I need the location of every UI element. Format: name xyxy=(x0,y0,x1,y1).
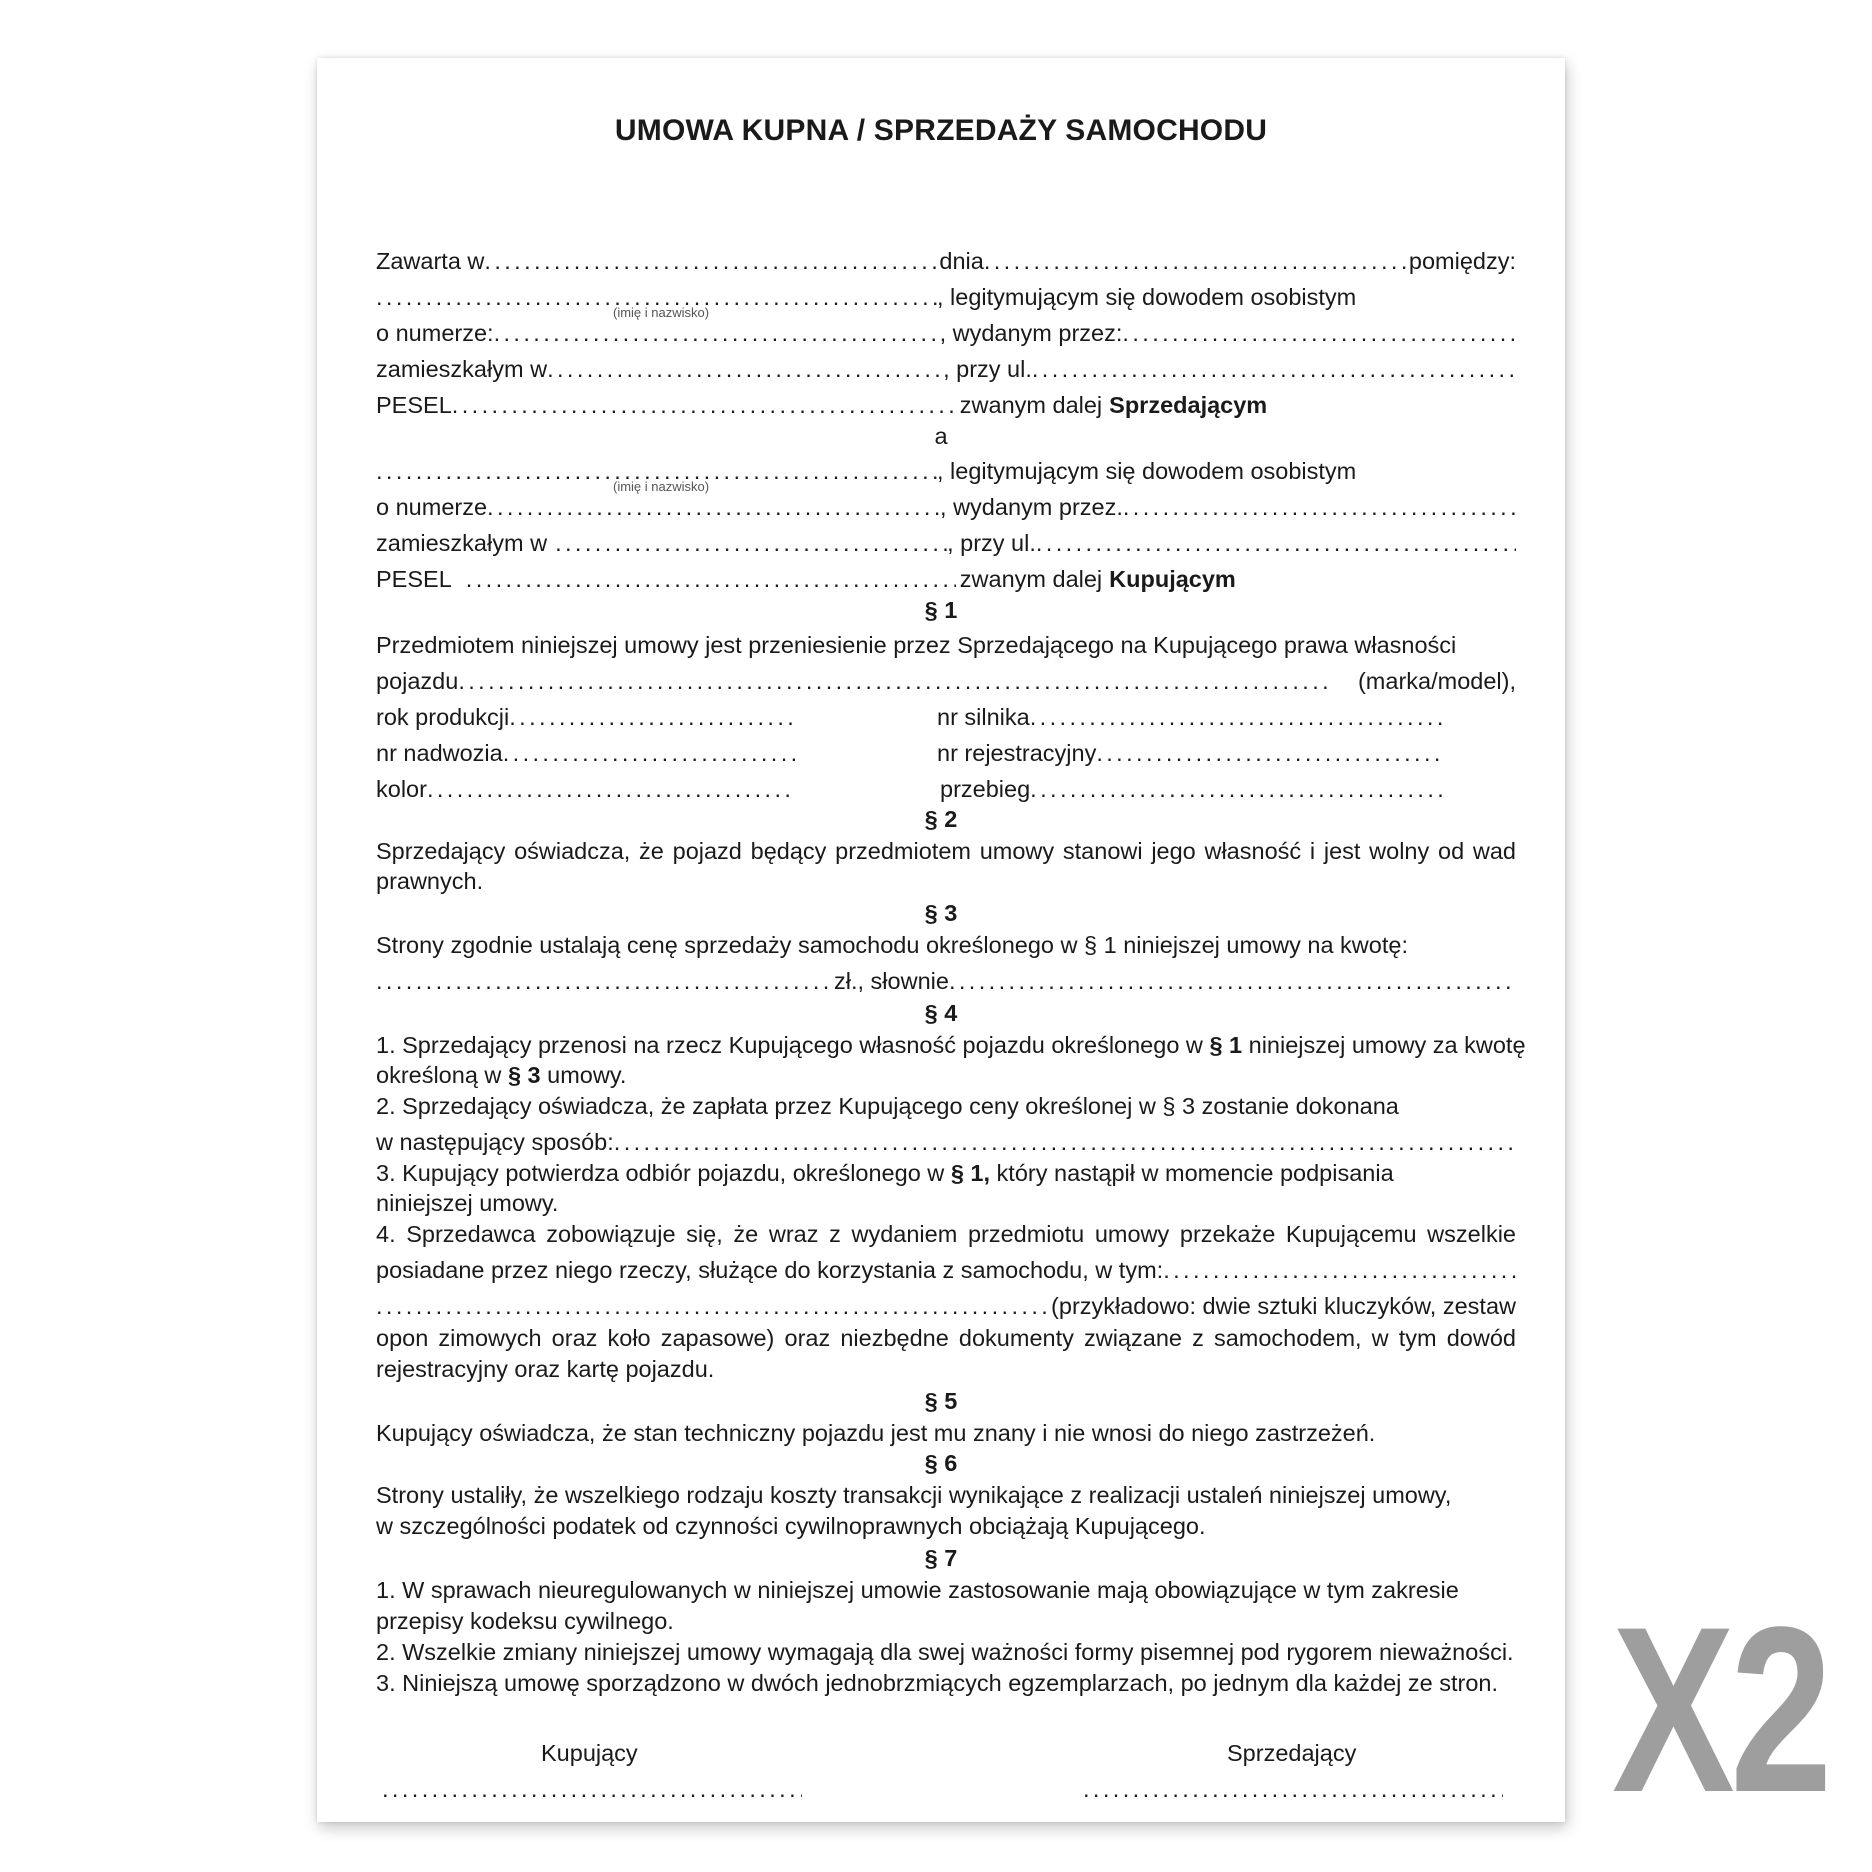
vehicle-model-line: pojazdu ..... (marka/model), xyxy=(376,664,1516,698)
seller-street-field[interactable] xyxy=(1032,352,1516,386)
section-2-text-2: prawnych. xyxy=(376,868,484,894)
section-4-point-4a: 4. Sprzedawca zobowiązuje się, że wraz z wydaniem przedmiotu umowy przekaże Kupującemu wszelkie xyxy=(376,1221,1516,1247)
seller-pesel-line: PESEL ..... zwanym dalej Sprzedającym xyxy=(376,388,1516,422)
payment-method-field[interactable] xyxy=(614,1125,1516,1159)
section-4-point-4e: rejestracyjny oraz kartę pojazdu. xyxy=(376,1356,715,1382)
document-title: UMOWA KUPNA / SPRZEDAŻY SAMOCHODU xyxy=(614,114,1268,147)
seller-id-number-field[interactable] xyxy=(494,316,940,350)
section-5-text: Kupujący oświadcza, że stan techniczny pojazdu jest mu znany i nie wnosi do niego zastrzeżeń. xyxy=(376,1420,1376,1446)
payment-method-line: w następujący sposób: ..... xyxy=(376,1125,1516,1159)
buyer-pesel-field[interactable] xyxy=(466,562,956,596)
section-3-text: Strony zgodnie ustalają cenę sprzedaży samochodu określonego w § 1 niniejszej umowy na kwotę: xyxy=(376,932,1408,958)
buyer-address-line: zamieszkałym w ..... , przy ul. ..... xyxy=(376,526,1516,560)
section-4-point-1a: 1. Sprzedający przenosi na rzecz Kupującego własność pojazdu określonego w § 1 niniejszej umowy za kwotę xyxy=(376,1032,1526,1058)
seller-id-line: o numerze: ..... , wydanym przez: ..... xyxy=(376,316,1516,350)
date-field[interactable] xyxy=(984,244,1409,278)
section-1-heading: § 1 xyxy=(924,597,958,623)
engine-field[interactable] xyxy=(1030,700,1442,734)
section-6-text-2: w szczególności podatek od czynności cywilnoprawnych obciążają Kupującego. xyxy=(376,1513,1206,1539)
buyer-signature-field[interactable] xyxy=(382,1772,802,1806)
section-1-text: Przedmiotem niniejszej umowy jest przeniesienie przez Sprzedającego na Kupującego prawa własności xyxy=(376,632,1457,658)
engine-line: nr silnika ..... xyxy=(937,700,1442,734)
section-7-point-3: 3. Niniejszą umowę sporządzono w dwóch jednobrzmiących egzemplarzach, po jednym dla każdej ze stron. xyxy=(376,1670,1499,1696)
seller-city-field[interactable] xyxy=(547,352,943,386)
buyer-signature-label: Kupujący xyxy=(541,1740,638,1766)
buyer-street-field[interactable] xyxy=(1036,526,1516,560)
mileage-line: przebieg ..... xyxy=(940,772,1442,806)
buyer-city-field[interactable] xyxy=(555,526,947,560)
buyer-name-line: ..... , legitymującym się dowodem osobistym xyxy=(376,454,1516,488)
section-5-heading: § 5 xyxy=(924,1388,958,1414)
section-2-text-1: Sprzedający oświadcza, że pojazd będący przedmiotem umowy stanowi jego własność i jest wolny od wad xyxy=(376,838,1516,864)
seller-pesel-field[interactable] xyxy=(452,388,956,422)
year-field[interactable] xyxy=(509,700,796,734)
section-3-heading: § 3 xyxy=(924,900,958,926)
registration-line: nr rejestracyjny ..... xyxy=(937,736,1442,770)
vehicle-model-field[interactable] xyxy=(458,664,1333,698)
place-field[interactable] xyxy=(484,244,939,278)
registration-field[interactable] xyxy=(1096,736,1442,770)
section-6-heading: § 6 xyxy=(924,1450,958,1476)
body-line: nr nadwozia ..... xyxy=(376,736,796,770)
seller-signature-field[interactable] xyxy=(1083,1772,1503,1806)
seller-name-line: ..... , legitymującym się dowodem osobistym xyxy=(376,280,1516,314)
buyer-name-hint: (imię i nazwisko) xyxy=(613,479,710,494)
items-field-1[interactable] xyxy=(1163,1253,1516,1287)
buyer-pesel-line: PESEL ..... zwanym dalej Kupującym xyxy=(376,562,1516,596)
items-field-2[interactable] xyxy=(376,1289,1051,1323)
section-4-heading: § 4 xyxy=(924,1000,958,1026)
section-7-point-1b: przepisy kodeksu cywilnego. xyxy=(376,1608,674,1634)
color-field[interactable] xyxy=(427,772,796,806)
section-7-heading: § 7 xyxy=(924,1545,958,1571)
seller-address-line: zamieszkałym w ..... , przy ul. ..... xyxy=(376,352,1516,386)
items-line-2: ..... (przykładowo: dwie sztuki kluczyków, zestaw xyxy=(376,1289,1516,1323)
quantity-badge: X2 xyxy=(1612,1578,1828,1842)
seller-id-issuer-field[interactable] xyxy=(1122,316,1516,350)
section-4-point-1b: określoną w § 3 umowy. xyxy=(376,1062,627,1088)
price-amount-field[interactable] xyxy=(376,964,834,998)
price-line: ..... zł., słownie ..... xyxy=(376,964,1516,998)
buyer-id-number-field[interactable] xyxy=(487,490,940,524)
color-line: kolor ..... xyxy=(376,772,796,806)
body-field[interactable] xyxy=(503,736,796,770)
section-4-point-2a: 2. Sprzedający oświadcza, że zapłata przez Kupującego ceny określonej w § 3 zostanie dokonana xyxy=(376,1093,1399,1119)
buyer-id-issuer-field[interactable] xyxy=(1123,490,1516,524)
mileage-field[interactable] xyxy=(1030,772,1442,806)
seller-signature-label: Sprzedający xyxy=(1227,1740,1357,1766)
items-line: posiadane przez niego rzeczy, służące do korzystania z samochodu, w tym: ..... xyxy=(376,1253,1516,1287)
section-4-point-3b: niniejszej umowy. xyxy=(376,1190,559,1216)
section-4-point-4d: opon zimowych oraz koło zapasowe) oraz niezbędne dokumenty związane z samochodem, w tym dowód xyxy=(376,1325,1516,1351)
section-2-heading: § 2 xyxy=(924,806,958,832)
contract-sheet xyxy=(317,58,1565,1822)
place-date-line: Zawarta w ..... dnia ..... pomiędzy: xyxy=(376,244,1516,278)
section-4-point-3a: 3. Kupujący potwierdza odbiór pojazdu, określonego w § 1, który nastąpił w momencie podpisania xyxy=(376,1160,1394,1186)
section-6-text-1: Strony ustaliły, że wszelkiego rodzaju koszty transakcji wynikające z realizacji ustaleń niniejszej umowy, xyxy=(376,1482,1452,1508)
buyer-id-line: o numerze ..... , wydanym przez. ..... xyxy=(376,490,1516,524)
price-words-field[interactable] xyxy=(949,964,1516,998)
section-7-point-2: 2. Wszelkie zmiany niniejszej umowy wymagają dla swej ważności formy pisemnej pod rygorem nieważności. xyxy=(376,1639,1514,1665)
section-7-point-1a: 1. W sprawach nieuregulowanych w niniejszej umowie zastosowanie mają obowiązujące w tym zakresie xyxy=(376,1577,1459,1603)
seller-name-hint: (imię i nazwisko) xyxy=(613,305,710,320)
year-line: rok produkcji ..... xyxy=(376,700,796,734)
conjunction: a xyxy=(934,423,948,449)
